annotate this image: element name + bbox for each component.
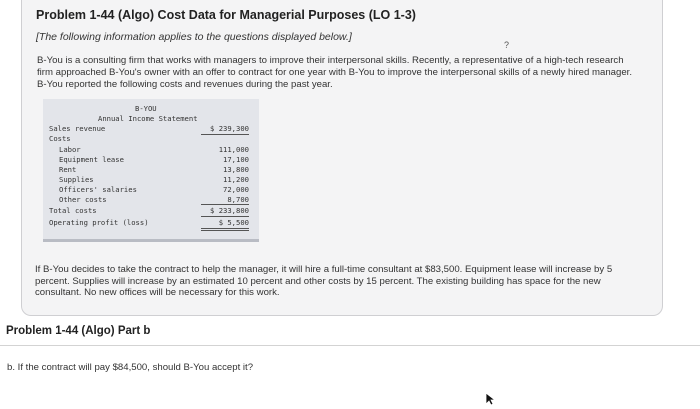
total-costs-label: Total costs <box>49 206 97 215</box>
total-underline <box>201 216 249 217</box>
cost-label-supplies: Supplies <box>59 175 94 184</box>
costs-underline <box>201 204 249 205</box>
cost-value-equipment-lease: 17,100 <box>223 155 249 164</box>
total-costs-value: $ 233,800 <box>210 206 249 215</box>
mouse-cursor-icon <box>485 392 497 406</box>
problem-title: Problem 1-44 (Algo) Cost Data for Managerial Purposes (LO 1-3) <box>36 8 416 22</box>
cost-label-labor: Labor <box>59 145 81 154</box>
profit-double-underline-2 <box>201 230 249 231</box>
profit-double-underline-1 <box>201 228 249 229</box>
revenue-label: Sales revenue <box>49 124 106 133</box>
operating-profit-label: Operating profit (loss) <box>49 218 149 227</box>
cost-label-rent: Rent <box>59 165 77 174</box>
income-statement <box>43 99 259 242</box>
cost-value-officers-salaries: 72,000 <box>223 185 249 194</box>
question-mark: ? <box>504 40 510 50</box>
problem-intro: B-You is a consulting firm that works with managers to improve their interpersonal skills. Recently, a representative of a high-tech research firm approached B-You's owner with an offer to contract for one year with B-You to improve the interpersonal skills of a newly hired manager. B-You reported the following costs and revenues during the past year. <box>37 55 633 90</box>
revenue-underline <box>201 134 249 135</box>
statement-company: B-YOU <box>135 104 157 113</box>
cost-label-other-costs: Other costs <box>59 195 107 204</box>
costs-label: Costs <box>49 134 71 143</box>
operating-profit-value: $ 5,500 <box>218 218 249 227</box>
revenue-value: $ 239,300 <box>210 124 249 133</box>
part-b-question: b. If the contract will pay $84,500, should B-You accept it? <box>7 362 254 373</box>
cost-value-supplies: 11,200 <box>223 175 249 184</box>
section-divider <box>0 345 700 346</box>
statement-heading: Annual Income Statement <box>98 114 198 123</box>
cost-value-rent: 13,800 <box>223 165 249 174</box>
scenario-text: If B-You decides to take the contract to help the manager, it will hire a full-time consultant at $83,500. Equipment lease will increase by 5 percent. Supplies will increase by an estimated 10 percent and other costs by 15 percent. The existing building has space for the new consultant. No new offices will be necessary for this work. <box>35 264 613 298</box>
part-b-heading: Problem 1-44 (Algo) Part b <box>6 325 151 337</box>
cost-label-equipment-lease: Equipment lease <box>59 155 124 164</box>
problem-instructions: [The following information applies to the questions displayed below.] <box>36 31 352 43</box>
cost-label-officers-salaries: Officers' salaries <box>59 185 137 194</box>
cost-value-other-costs: 8,700 <box>227 195 249 204</box>
cost-value-labor: 111,000 <box>218 145 249 154</box>
